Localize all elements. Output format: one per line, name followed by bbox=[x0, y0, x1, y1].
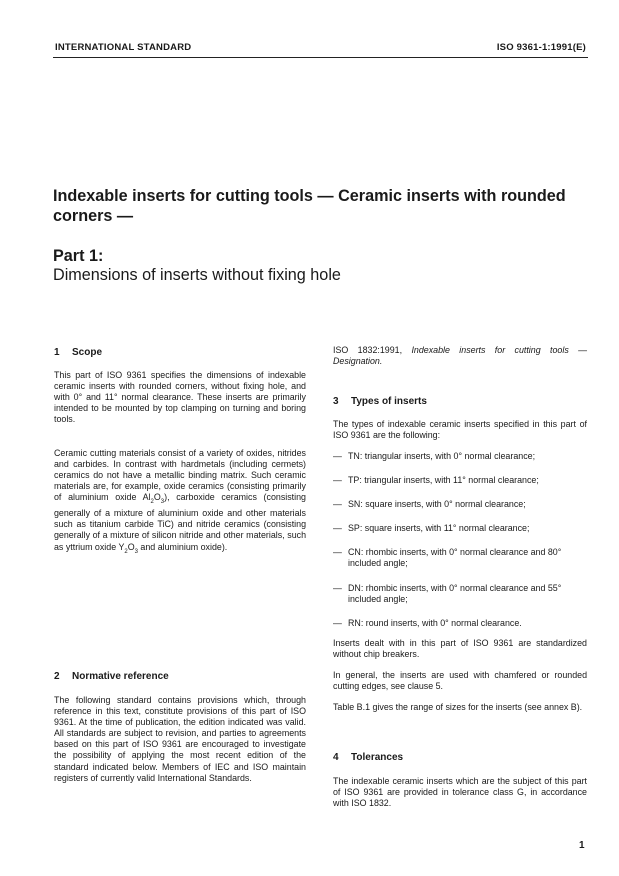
normative-heading bbox=[54, 671, 306, 682]
header-rule bbox=[53, 57, 588, 58]
tolerances-number: 4 bbox=[333, 752, 339, 763]
types-paragraph-table-ref: Table B.1 gives the range of sizes for the inserts (see annex B). bbox=[333, 702, 583, 712]
scope-paragraph-2: Ceramic cutting materials consist of a variety of oxides, nitrides and carbides. In contrast with hardmetals (including cermets) ceramics do not have a metallic binding matrix. Such ceramic materials are, for example, oxide ceramics (consisting primarily of aluminium oxide $Al_2O_3$), carboxide ceramics (consisting generally of a mixture of aluminium oxide and other materials such as titanium carbide TiC) and nitride ceramics (consisting generally of a mixture of silicon nitride and other materials, such as yttrium oxide $Y_2O_3$ and aluminium oxide). bbox=[54, 448, 306, 555]
part-label: Part 1: bbox=[53, 247, 104, 265]
normative-number: 2 bbox=[54, 671, 60, 682]
scope-title: Scope bbox=[72, 347, 103, 358]
types-paragraph-chip-breakers: Inserts dealt with in this part of ISO 9361 are standardized without chip breakers. bbox=[333, 638, 587, 660]
tolerances-heading bbox=[333, 752, 587, 763]
document-title: Indexable inserts for cutting tools — Ceramic inserts with rounded corners — bbox=[53, 187, 566, 225]
header-standard-label: INTERNATIONAL STANDARD bbox=[55, 42, 192, 53]
reference-title: Indexable inserts for cutting tools — Designation. bbox=[333, 345, 587, 367]
tolerances-title: Tolerances bbox=[351, 752, 404, 763]
types-heading bbox=[333, 396, 587, 407]
header-document-id: ISO 9361-1:1991(E) bbox=[496, 42, 586, 53]
scope-heading bbox=[54, 347, 306, 358]
normative-paragraph: The following standard contains provisions which, through reference in this text, constitute provisions of this part of ISO 9361. At the time of publication, the edition indicated was valid. All standards are subject to revision, and parties to agreements based on this part of ISO 9361 are encouraged to investigate the possibility of applying the most recent edition of the standard indicated below. Members of IEC and ISO maintain registers of currently valid International Standards. bbox=[54, 695, 306, 783]
part-title: Dimensions of inserts without fixing hole bbox=[53, 266, 341, 284]
normative-title: Normative reference bbox=[72, 671, 169, 682]
reference-id: ISO 1832:1991, bbox=[333, 345, 412, 355]
page-number: 1 bbox=[579, 840, 585, 851]
types-intro: The types of indexable ceramic inserts specified in this part of ISO 9361 are the following: bbox=[333, 419, 587, 441]
normative-reference-entry bbox=[333, 345, 587, 367]
types-paragraph-cutting-edges: In general, the inserts are used with chamfered or rounded cutting edges, see clause 5. bbox=[333, 670, 587, 692]
types-title: Types of inserts bbox=[351, 396, 427, 407]
scope-number: 1 bbox=[54, 347, 60, 358]
tolerances-paragraph: The indexable ceramic inserts which are the subject of this part of ISO 9361 are provided in tolerance class G, in accordance with ISO 1832. bbox=[333, 776, 587, 809]
scope-paragraph-1: This part of ISO 9361 specifies the dimensions of indexable ceramic inserts with rounded corners, without fixing hole, and with 0° and 11° normal clearance. These inserts are primarily intended to be mounted by top clamping on turning and boring tools. bbox=[54, 370, 306, 425]
types-number: 3 bbox=[333, 396, 339, 407]
